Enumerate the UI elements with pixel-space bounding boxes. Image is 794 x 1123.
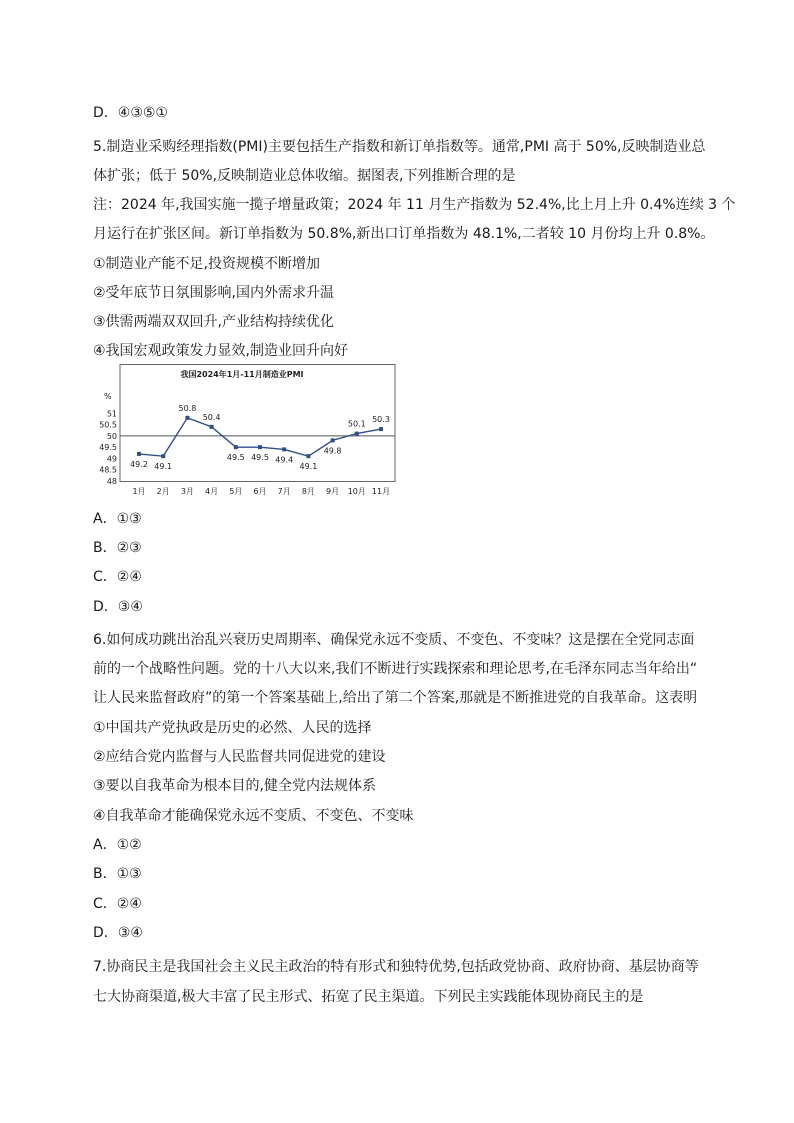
q5-option-a: A．①③ — [93, 511, 142, 527]
x-tick-label: 6月 — [253, 487, 267, 496]
x-tick-label: 8月 — [301, 487, 315, 496]
data-label: 50.1 — [347, 419, 366, 429]
data-point — [306, 454, 310, 458]
q6-option-c: C．②④ — [93, 896, 142, 912]
data-point — [161, 454, 165, 458]
y-tick-label: 48.5 — [99, 465, 117, 475]
q6-item-1: ①中国共产党执政是历史的必然、人民的选择 — [93, 720, 372, 736]
q6-stem-line-2: 前的一个战略性问题。党的十八大以来,我们不断进行实践探索和理论思考,在毛泽东同志当年给出“ — [93, 661, 698, 677]
q6-item-2: ②应结合党内监督与人民监督共同促进党的建设 — [93, 749, 386, 765]
data-point — [210, 425, 214, 429]
data-point — [355, 432, 359, 436]
y-axis — [99, 409, 117, 486]
data-point — [258, 445, 262, 449]
q5-item-4: ④我国宏观政策发力显效,制造业回升向好 — [93, 343, 348, 359]
q4-option-d: D．④③⑤① — [93, 105, 168, 121]
data-label: 50.4 — [202, 412, 221, 422]
q5-stem-line-1: 5.制造业采购经理指数(PMI)主要包括生产指数和新订单指数等。通常,PMI 高于 50%,反映制造业总 — [93, 139, 706, 155]
y-tick-label: 50.5 — [99, 420, 117, 430]
q5-stem-line-2: 体扩张；低于 50%,反映制造业总体收缩。据图表,下列推断合理的是 — [93, 168, 516, 184]
data-label: 49.8 — [323, 446, 342, 456]
x-tick-label: 4月 — [205, 487, 219, 496]
q5-item-3: ③供需两端双双回升,产业结构持续优化 — [93, 314, 334, 330]
data-label: 49.2 — [130, 459, 148, 469]
x-tick-label: 10月 — [347, 487, 366, 496]
data-label: 50.8 — [178, 403, 197, 413]
data-point — [137, 452, 141, 456]
q7-stem-line-2: 七大协商渠道,极大丰富了民主形式、拓宽了民主渠道。下列民主实践能体现协商民主的是 — [93, 989, 644, 1005]
pmi-chart — [92, 364, 396, 500]
data-point — [379, 427, 383, 431]
data-label: 49.4 — [275, 455, 294, 465]
q5-item-2: ②受年底节日氛围影响,国内外需求升温 — [93, 285, 334, 301]
data-label: 49.1 — [299, 462, 318, 472]
q5-item-1: ①制造业产能不足,投资规模不断增加 — [93, 256, 321, 272]
q6-option-a: A．①② — [93, 837, 142, 853]
y-tick-label: 51 — [106, 409, 117, 419]
y-tick-label: 49.5 — [99, 443, 117, 453]
q5-note-line-1: 注：2024 年,我国实施一揽子增量政策；2024 年 11 月生产指数为 52.4%,比上月上升 0.4%连续 3 个 — [93, 197, 736, 213]
q6-option-d: D．③④ — [93, 925, 143, 941]
q6-stem-line-3: 让人民来监督政府”的第一个答案基础上,给出了第二个答案,那就是不断推进党的自我革命。这表明 — [93, 690, 698, 706]
q5-option-c: C．②④ — [93, 569, 142, 585]
q7-stem-line-1: 7.协商民主是我国社会主义民主政治的特有形式和独特优势,包括政党协商、政府协商、基层协商等 — [93, 959, 699, 975]
data-label: 50.3 — [372, 415, 390, 425]
data-point — [282, 447, 286, 451]
q6-stem-line-1: 6.如何成功跳出治乱兴衰历史周期率、确保党永远不变质、不变色、不变味？这是摆在全党同志面 — [93, 632, 695, 648]
x-tick-label: 5月 — [229, 487, 243, 496]
x-tick-label: 11月 — [371, 487, 391, 496]
chart-title: 我国2024年1月-11月制造业PMI — [180, 370, 304, 379]
y-tick-label: 49 — [106, 454, 117, 464]
x-tick-label: 2月 — [156, 487, 170, 496]
x-axis — [132, 487, 390, 496]
data-label: 49.5 — [251, 453, 269, 463]
x-tick-label: 9月 — [326, 487, 340, 496]
x-tick-label: 3月 — [180, 487, 194, 496]
q6-option-b: B．①③ — [93, 866, 142, 882]
q6-item-4: ④自我革命才能确保党永远不变质、不变色、不变味 — [93, 808, 414, 824]
x-tick-label: 1月 — [132, 487, 146, 496]
y-axis-unit: % — [104, 392, 112, 401]
data-label: 49.5 — [226, 453, 245, 463]
y-tick-label: 48 — [106, 477, 117, 486]
q5-option-b: B．②③ — [93, 540, 142, 556]
data-point — [331, 438, 335, 442]
data-point — [185, 416, 189, 420]
x-tick-label: 7月 — [277, 487, 291, 496]
q5-option-d: D．③④ — [93, 599, 143, 615]
data-label: 49.1 — [154, 462, 173, 472]
q5-note-line-2: 月运行在扩张区间。新订单指数为 50.8%,新出口订单指数为 48.1%,二者较 10 月份均上升 0.8%。 — [93, 226, 715, 242]
q6-item-3: ③要以自我革命为根本目的,健全党内法规体系 — [93, 778, 376, 794]
y-tick-label: 50 — [106, 431, 117, 441]
data-point — [234, 445, 238, 449]
